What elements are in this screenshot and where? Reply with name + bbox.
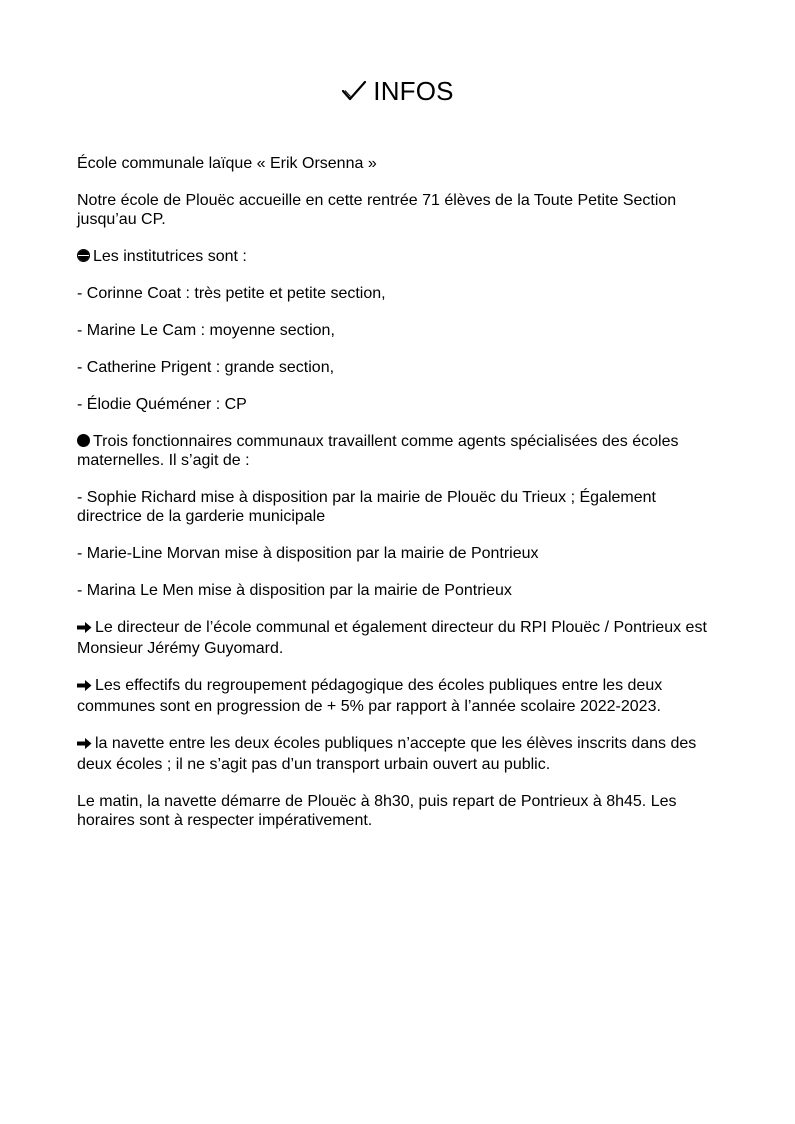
half-filled-circle-icon (77, 249, 90, 262)
teacher-item: - Corinne Coat : très petite et petite section, (77, 285, 386, 302)
agents-heading-text: Trois fonctionnaires communaux travaillent comme agents spécialisées des écoles maternelles. Il s’agit de : (77, 433, 679, 469)
agents-heading (77, 432, 717, 470)
right-arrow-icon (77, 620, 92, 639)
agent-item: - Marie-Line Morvan mise à disposition par la mairie de Pontrieux (77, 545, 539, 562)
page-title-text: INFOS (373, 76, 454, 106)
enrollment-text: Les effectifs du regroupement pédagogique des écoles publiques entre les deux communes sont en progression de + 5% par rapport à l’année scolaire 2022-2023. (77, 677, 663, 715)
agent-item: - Marina Le Men mise à disposition par la mairie de Pontrieux (77, 582, 512, 599)
shuttle-paragraph (77, 734, 717, 774)
teacher-item: - Élodie Quéméner : CP (77, 396, 247, 413)
school-name: École communale laïque « Erik Orsenna » (77, 155, 377, 172)
right-arrow-icon (77, 736, 92, 755)
teacher-item: - Catherine Prigent : grande section, (77, 359, 335, 376)
filled-circle-icon (77, 434, 90, 447)
intro-paragraph: Notre école de Plouëc accueille en cette rentrée 71 élèves de la Toute Petite Section jusqu’au CP. (77, 192, 677, 228)
teachers-heading (77, 247, 717, 266)
right-arrow-icon (77, 678, 92, 697)
document-body (77, 154, 717, 848)
page-title (0, 74, 795, 108)
agent-item: - Sophie Richard mise à disposition par la mairie de Plouëc du Trieux ; Également directrice de la garderie municipale (77, 489, 656, 525)
director-text: Le directeur de l’école communal et également directeur du RPI Plouëc / Pontrieux est Monsieur Jérémy Guyomard. (77, 619, 707, 657)
checkmark-icon (341, 74, 367, 108)
director-paragraph (77, 618, 717, 658)
teachers-heading-text: Les institutrices sont : (93, 248, 247, 265)
schedule-paragraph: Le matin, la navette démarre de Plouëc à 8h30, puis repart de Pontrieux à 8h45. Les horaires sont à respecter impérativement. (77, 793, 677, 829)
shuttle-text: la navette entre les deux écoles publiques n’accepte que les élèves inscrits dans des deux écoles ; il ne s’agit pas d’un transport urbain ouvert au public. (77, 735, 697, 773)
enrollment-paragraph (77, 676, 717, 716)
teacher-item: - Marine Le Cam : moyenne section, (77, 322, 335, 339)
